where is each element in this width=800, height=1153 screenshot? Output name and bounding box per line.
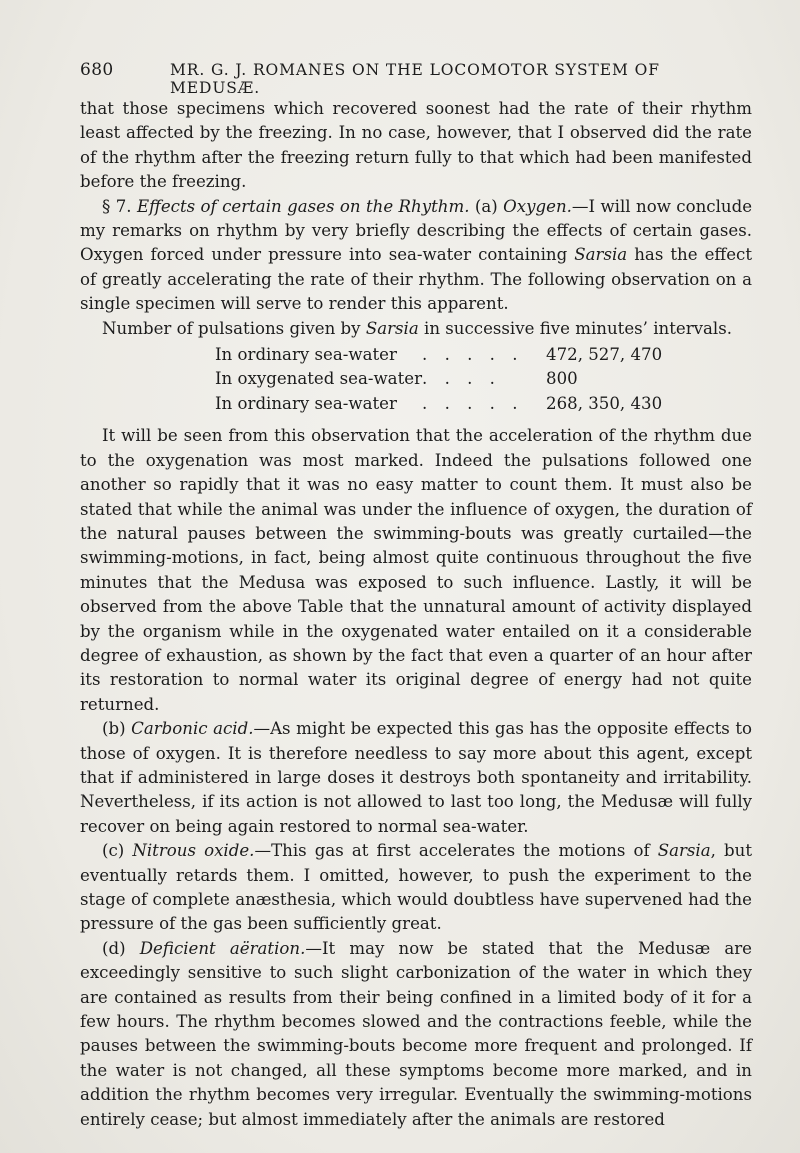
table-row [215,343,662,367]
paragraph-freezing: that those specimens which recovered soonest had the rate of their rhythm least affected by the freezing. In no case, however, that I observed did the rate of the rhythm after the freezing return fully to that which had been manifested before the freezing. [80,99,752,192]
paragraph-carbonic-acid [80,717,752,839]
subsection-d-body: —It may now be stated that the Medusæ are exceedingly sensitive to such slight carbonization of the water in which they are contained as results from their being confined in a limited body of it for a few hours. The rhythm becomes slowed and the contractions feeble, while the pauses between the swimming-bouts become more frequent and prolonged. If the water is not changed, all these symptoms become more marked, and in addition the rhythm becomes very irregular. Eventually the swimming-motions entirely cease; but almost immediately after the animals are restored [80,938,752,1129]
page-number: 680 [80,60,114,80]
paragraph-deficient-aeration [80,937,752,1132]
table-intro [80,317,752,341]
body-text [80,97,752,1132]
table-row [215,392,662,416]
subsection-a-label: (a) [474,196,498,216]
subsection-c-body-end: , but eventually retards them. I omitted, however, to push the experiment to the stage of complete anæsthesia, which would doubtless have supervened had the pressure of the gas been sufficiently great. [80,841,752,934]
subsection-c-title: Nitrous oxide. [132,841,255,861]
section-7-paragraph [80,195,752,317]
sarsia-term: Sarsia [365,318,419,338]
section-title: Effects of certain gases on the Rhythm. [136,196,470,216]
row-values: 472, 527, 470 [546,345,663,365]
row-values: 268, 350, 430 [546,393,663,413]
table-intro-pre: Number of pulsations given by [102,318,366,338]
subsection-b-label: (b) [102,719,126,739]
paragraph-oxygen-results: It will be seen from this observation that the acceleration of the rhythm due to the oxygenation was most marked. Indeed the pulsations followed one another so rapidly that it was no easy matter to count them. It must also be stated that while the animal was under the influence of oxygen, the duration of the natural pauses between the swimming-bouts was greatly curtailed—the swimming-motions, in fact, being almost quite continuous throughout the five minutes that the Medusa was exposed to such influence. Lastly, it will be observed from the above Table that the unnatural amount of activity displayed by the organism while in the oxygenated water entailed on it a considerable degree of exhaustion, as shown by the fact that even a quarter of an hour after its restoration to normal water its original degree of energy had not quite returned. [80,426,752,714]
running-header [80,60,752,97]
sarsia-term: Sarsia [574,245,628,265]
row-label: In ordinary sea-water [215,345,397,365]
row-values: 800 [546,369,578,389]
paragraph-nitrous-oxide [80,839,752,937]
row-label: In oxygenated sea-water [215,369,423,389]
row-label: In ordinary sea-water [215,393,397,413]
section-label: § 7. [102,196,132,216]
subsection-a-title: Oxygen. [503,196,572,216]
subsection-d-label: (d) [102,938,126,958]
running-title: MR. G. J. ROMANES ON THE LOCOMOTOR SYSTEM OF MEDUSÆ. [170,61,660,97]
sarsia-term: Sarsia [657,841,711,861]
subsection-c-body-start: —This gas at first accelerates the motions of [254,841,658,861]
pulsation-table [215,343,662,416]
table-intro-post: in successive five minutes’ intervals. [418,318,732,338]
row-leader: . . . . . [422,393,524,413]
row-leader: . . . . [422,369,501,389]
subsection-c-label: (c) [102,841,125,861]
row-leader: . . . . . [422,345,524,365]
subsection-b-body: —As might be expected this gas has the opposite effects to those of oxygen. It is therefore needless to say more about this agent, except that if administered in large doses it destroys both spontaneity and irritability. Nevertheless, if its action is not allowed to last too long, the Medusæ will fully recover on being again restored to normal sea-water. [80,719,752,836]
section-7-body-start: —I will now conclude my remarks on rhythm by very briefly describing the effects of certain gases. Oxygen forced under pressure into sea-water containing [80,196,753,265]
subsection-b-title: Carbonic acid. [131,719,254,739]
table-row [215,367,662,391]
section-7-body-end: has the effect of greatly accelerating the rate of their rhythm. The following observation on a single specimen will serve to render this apparent. [80,245,752,314]
subsection-d-title: Deficient aëration. [139,938,306,958]
